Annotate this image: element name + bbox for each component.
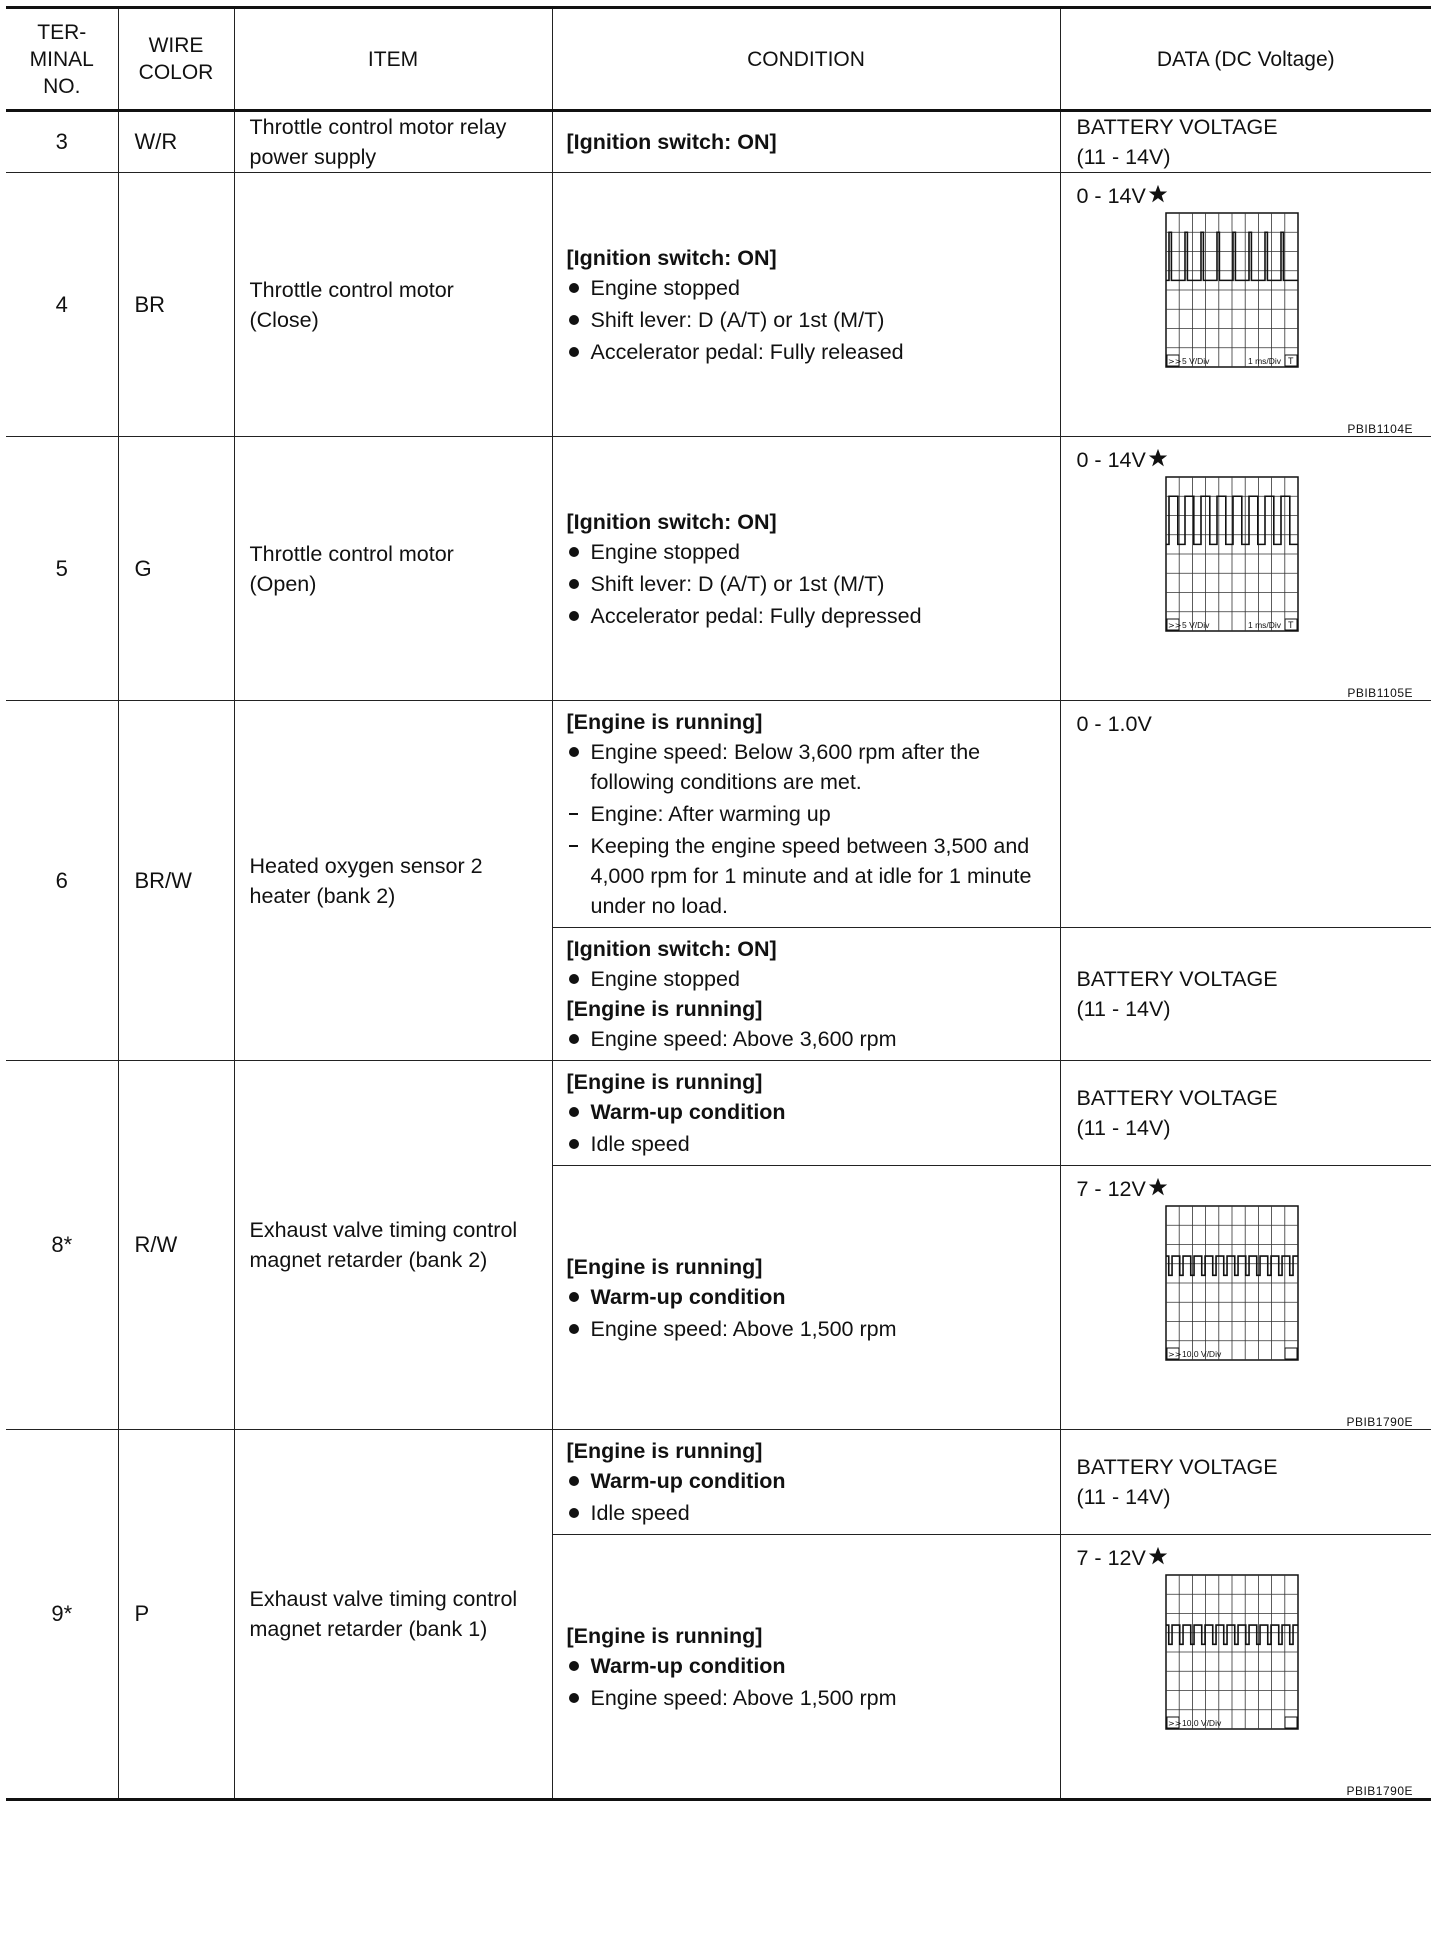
condition-text: Warm-up condition — [590, 1653, 786, 1678]
condition-text: Engine speed: Above 1,500 rpm — [590, 1685, 897, 1710]
waveform-block — [1077, 1543, 1432, 1798]
bullet-icon — [569, 315, 579, 325]
condition-text: Accelerator pedal: Fully depressed — [590, 603, 922, 628]
terminal-spec-table — [6, 6, 1431, 1801]
terminal-number: 5 — [6, 437, 118, 701]
scope-arrow-icon: >> — [1167, 1350, 1181, 1359]
bullet-icon — [569, 347, 579, 357]
wire-color: R/W — [118, 1061, 234, 1430]
condition-heading: [Ignition switch: ON] — [566, 937, 777, 961]
dash-icon — [569, 813, 578, 815]
scope-arrow-icon: >> — [1167, 1719, 1181, 1728]
condition-cell — [552, 1166, 1060, 1430]
data-value: BATTERY VOLTAGE (11 - 14V) — [1076, 1455, 1278, 1509]
header-item: ITEM — [234, 8, 552, 111]
scope-time-scale: 1 ms/Div — [1247, 356, 1281, 366]
condition-heading: [Engine is running] — [566, 1623, 763, 1648]
figure-code: PBIB1790E — [1346, 1415, 1413, 1429]
data-value: BATTERY VOLTAGE (11 - 14V) — [1076, 1086, 1278, 1140]
table-row — [6, 1430, 1431, 1535]
condition-text: Engine: After warming up — [590, 802, 831, 826]
data-value: BATTERY VOLTAGE (11 - 14V) — [1076, 115, 1278, 169]
voltage-range — [1077, 1174, 1432, 1204]
condition-text: Keeping the engine speed between 3,500 and 4,000 rpm for 1 minute and at idle for 1 minute under no load. — [590, 834, 1032, 918]
condition-text: Engine speed: Above 3,600 rpm — [590, 1027, 897, 1051]
header-condition: CONDITION — [552, 8, 1060, 111]
item-description: Throttle control motor relay power supply — [234, 111, 552, 173]
data-cell — [1060, 1061, 1431, 1166]
scope-arrow-icon: >> — [1167, 621, 1181, 630]
waveform-block — [1077, 1174, 1432, 1429]
terminal-number: 4 — [6, 173, 118, 437]
item-description: Throttle control motor (Close) — [234, 173, 552, 437]
condition-subitem — [567, 799, 1050, 829]
oscilloscope-waveform — [1164, 1204, 1300, 1362]
item-description: Heated oxygen sensor 2 heater (bank 2) — [234, 701, 552, 1061]
condition-text: Engine stopped — [590, 539, 740, 564]
voltage-range-text: 0 - 14V — [1076, 448, 1146, 472]
bullet-icon — [569, 579, 579, 589]
bullet-icon — [569, 1693, 579, 1703]
wire-color: G — [118, 437, 234, 701]
item-description: Exhaust valve timing control magnet retarder (bank 1) — [234, 1430, 552, 1800]
voltage-range-text: 7 - 12V — [1076, 1177, 1146, 1201]
waveform-block — [1077, 181, 1432, 436]
star-icon — [1148, 448, 1168, 468]
wire-color: BR/W — [118, 701, 234, 1061]
wire-color: P — [118, 1430, 234, 1800]
condition-bullet — [567, 737, 1050, 797]
item-description: Throttle control motor (Open) — [234, 437, 552, 701]
condition-heading: [Ignition switch: ON] — [566, 509, 777, 534]
condition-text: Accelerator pedal: Fully released — [590, 339, 904, 364]
condition-bullet — [567, 1683, 1050, 1713]
table-row — [6, 437, 1431, 701]
condition-bullet — [567, 305, 1050, 335]
condition-bullet — [567, 964, 1050, 994]
bullet-icon — [569, 1476, 579, 1486]
wire-color: W/R — [118, 111, 234, 173]
table-row — [6, 701, 1431, 928]
condition-cell — [552, 437, 1060, 701]
scope-volt-scale: 10.0 V/Div — [1181, 1718, 1221, 1728]
data-cell — [1060, 928, 1431, 1061]
star-icon — [1148, 1177, 1168, 1197]
oscilloscope-waveform — [1164, 1573, 1300, 1731]
voltage-range-text: 0 - 14V — [1076, 184, 1146, 208]
scope-trigger-label: T — [1287, 620, 1293, 630]
voltage-range — [1077, 181, 1432, 211]
figure-code: PBIB1790E — [1346, 1784, 1413, 1798]
item-description: Exhaust valve timing control magnet retarder (bank 2) — [234, 1061, 552, 1430]
data-cell — [1060, 173, 1431, 437]
data-cell — [1060, 1166, 1431, 1430]
condition-cell — [552, 928, 1060, 1061]
bullet-icon — [569, 1292, 579, 1302]
bullet-icon — [569, 283, 579, 293]
condition-bullet — [567, 1282, 1050, 1312]
condition-cell — [552, 1061, 1060, 1166]
scope-volt-scale: 10.0 V/Div — [1181, 1349, 1221, 1359]
wire-color: BR — [118, 173, 234, 437]
oscilloscope-waveform — [1164, 211, 1300, 369]
figure-code: PBIB1105E — [1347, 686, 1413, 700]
voltage-range — [1077, 445, 1432, 475]
condition-heading: [Engine is running] — [566, 710, 763, 734]
condition-cell — [552, 111, 1060, 173]
data-cell — [1060, 437, 1431, 701]
bullet-icon — [569, 1139, 579, 1149]
data-cell — [1060, 701, 1431, 928]
bullet-icon — [569, 1508, 579, 1518]
bullet-icon — [569, 974, 579, 984]
condition-text: Idle speed — [590, 1132, 690, 1156]
terminal-number: 3 — [6, 111, 118, 173]
bullet-icon — [569, 1661, 579, 1671]
condition-bullet — [567, 569, 1050, 599]
condition-bullet — [567, 1097, 1050, 1127]
data-cell — [1060, 1430, 1431, 1535]
header-wire-color: WIRE COLOR — [118, 8, 234, 111]
table-row — [6, 111, 1431, 173]
header-row — [6, 8, 1431, 111]
oscilloscope-waveform — [1164, 475, 1300, 633]
condition-text: Warm-up condition — [590, 1100, 786, 1124]
voltage-range-text: 7 - 12V — [1076, 1546, 1146, 1570]
condition-bullet — [567, 1498, 1050, 1528]
condition-text: Engine speed: Below 3,600 rpm after the following conditions are met. — [590, 740, 981, 794]
condition-text: Idle speed — [590, 1501, 690, 1525]
figure-code: PBIB1104E — [1347, 422, 1413, 436]
bullet-icon — [569, 547, 579, 557]
scope-arrow-icon: >> — [1167, 357, 1181, 366]
condition-bullet — [567, 1651, 1050, 1681]
condition-heading: [Ignition switch: ON] — [566, 130, 777, 154]
condition-heading: [Ignition switch: ON] — [566, 245, 777, 270]
terminal-number: 9* — [6, 1430, 118, 1800]
condition-text: Engine stopped — [590, 275, 740, 300]
condition-bullet — [567, 1129, 1050, 1159]
condition-bullet — [567, 537, 1050, 567]
condition-text: Warm-up condition — [590, 1469, 786, 1493]
header-data: DATA (DC Voltage) — [1060, 8, 1431, 111]
condition-cell — [552, 1430, 1060, 1535]
scope-volt-scale: 5 V/Div — [1181, 620, 1209, 630]
condition-bullet — [567, 601, 1050, 631]
condition-bullet — [567, 273, 1050, 303]
condition-cell — [552, 701, 1060, 928]
condition-bullet — [567, 1466, 1050, 1496]
table-row — [6, 173, 1431, 437]
condition-text: Warm-up condition — [590, 1284, 786, 1309]
scope-volt-scale: 5 V/Div — [1181, 356, 1209, 366]
bullet-icon — [569, 611, 579, 621]
table-body — [6, 111, 1431, 1800]
star-icon — [1148, 1546, 1168, 1566]
star-icon — [1148, 184, 1168, 204]
bullet-icon — [569, 1324, 579, 1334]
condition-text: Shift lever: D (A/T) or 1st (M/T) — [590, 571, 885, 596]
condition-text: Engine speed: Above 1,500 rpm — [590, 1316, 897, 1341]
voltage-range — [1077, 1543, 1432, 1573]
condition-text: Shift lever: D (A/T) or 1st (M/T) — [590, 307, 885, 332]
data-cell — [1060, 111, 1431, 173]
condition-heading: [Engine is running] — [566, 997, 763, 1021]
scope-trigger-label: T — [1287, 356, 1293, 366]
terminal-number: 8* — [6, 1061, 118, 1430]
condition-heading: [Engine is running] — [566, 1070, 763, 1094]
condition-bullet — [567, 1314, 1050, 1344]
condition-cell — [552, 1535, 1060, 1800]
scope-time-scale: 1 ms/Div — [1247, 620, 1281, 630]
bullet-icon — [569, 1107, 579, 1117]
condition-bullet — [567, 1024, 1050, 1054]
data-cell — [1060, 1535, 1431, 1800]
data-value: BATTERY VOLTAGE (11 - 14V) — [1076, 967, 1278, 1021]
condition-cell — [552, 173, 1060, 437]
condition-subitem — [567, 831, 1050, 921]
table-row — [6, 1061, 1431, 1166]
data-value: 0 - 1.0V — [1076, 712, 1152, 736]
dash-icon — [569, 845, 578, 847]
bullet-icon — [569, 747, 579, 757]
condition-heading: [Engine is running] — [566, 1254, 763, 1279]
condition-text: Engine stopped — [590, 967, 740, 991]
terminal-number: 6 — [6, 701, 118, 1061]
condition-bullet — [567, 337, 1050, 367]
waveform-block — [1077, 445, 1432, 700]
header-terminal: TER- MINAL NO. — [6, 8, 118, 111]
condition-heading: [Engine is running] — [566, 1439, 763, 1463]
bullet-icon — [569, 1034, 579, 1044]
